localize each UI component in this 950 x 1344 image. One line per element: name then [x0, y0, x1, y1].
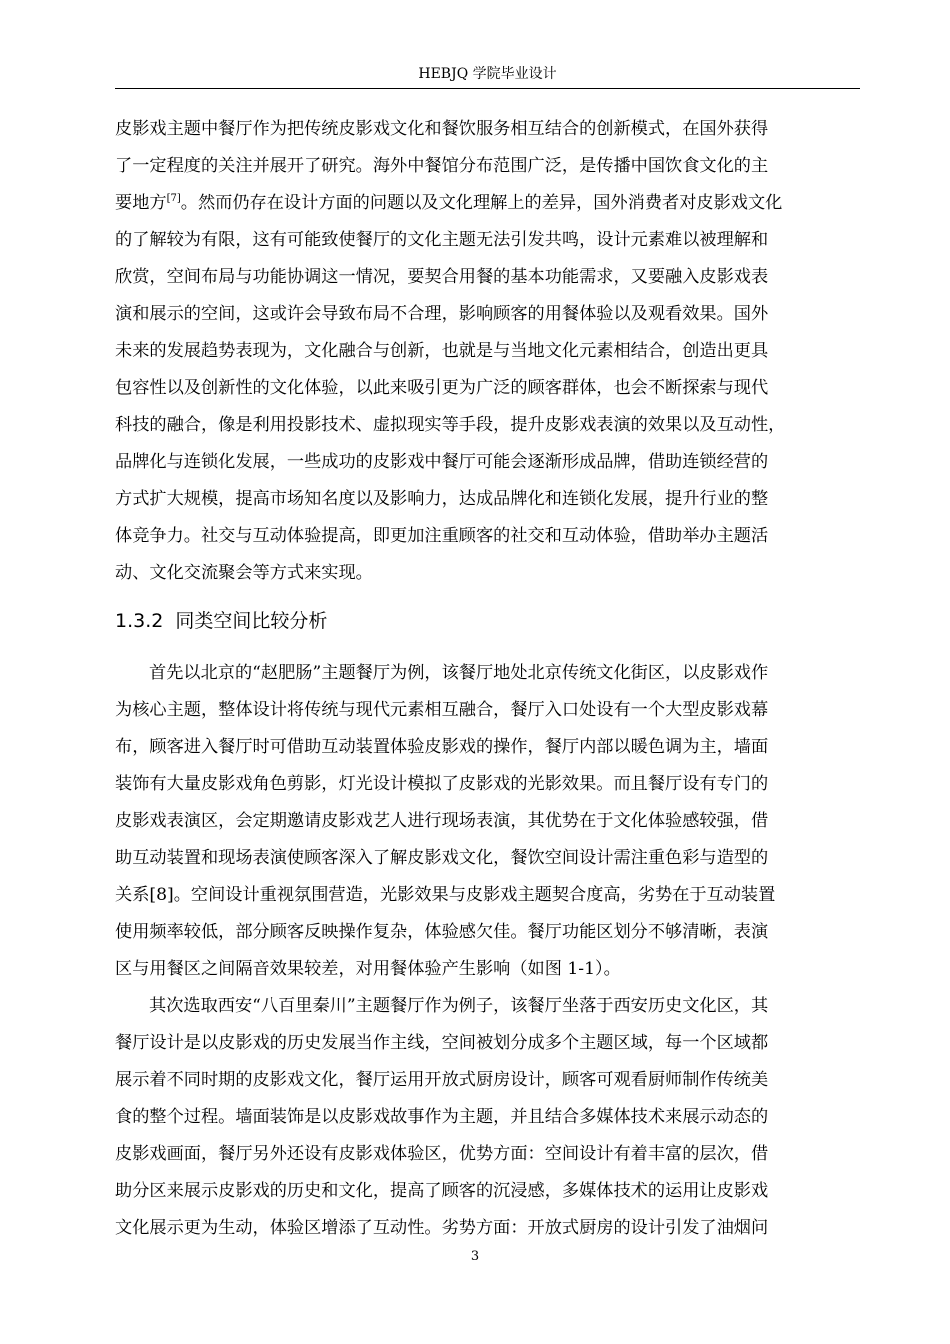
text-line: 动、文化交流聚会等方式来实现。 — [115, 563, 373, 583]
text-line: 使用频率较低，部分顾客反映操作复杂，体验感欠佳。餐厅功能区划分不够清晰，表演 — [115, 922, 769, 942]
page-header — [115, 64, 860, 89]
text-line — [115, 185, 782, 222]
text-line: 科技的融合，像是利用投影技术、虚拟现实等手段，提升皮影戏表演的效果以及互动性， — [115, 415, 786, 435]
text-line: 未来的发展趋势表现为，文化融合与创新，也就是与当地文化元素相结合，创造出更具 — [115, 341, 769, 361]
text-line: 方式扩大规模，提高市场知名度以及影响力，达成品牌化和连锁化发展，提升行业的整 — [115, 489, 769, 509]
text-segment: 要地方 — [115, 193, 167, 213]
citation: [7] — [166, 193, 181, 204]
text-line: 装饰有大量皮影戏角色剪影，灯光设计模拟了皮影戏的光影效果。而且餐厅设有专门的 — [115, 774, 769, 794]
page-number: 3 — [470, 1249, 480, 1264]
text-line: 皮影戏画面，餐厅另外还设有皮影戏体验区，优势方面：空间设计有着丰富的层次，借 — [115, 1144, 769, 1164]
text-line: 皮影戏表演区，会定期邀请皮影戏艺人进行现场表演，其优势在于文化体验感较强，借 — [115, 811, 769, 831]
section-heading — [115, 606, 327, 636]
text-segment: 。然而仍存在设计方面的问题以及文化理解上的差异，国外消费者对皮影戏文化 — [180, 193, 783, 213]
text-line: 皮影戏主题中餐厅作为把传统皮影戏文化和餐饮服务相互结合的创新模式，在国外获得 — [115, 119, 769, 139]
text-line: 了一定程度的关注并展开了研究。海外中餐馆分布范围广泛，是传播中国饮食文化的主 — [115, 156, 769, 176]
text-line: 欣赏，空间布局与功能协调这一情况，要契合用餐的基本功能需求，又要融入皮影戏表 — [115, 267, 769, 287]
text-line: 助分区来展示皮影戏的历史和文化，提高了顾客的沉浸感，多媒体技术的运用让皮影戏 — [115, 1181, 769, 1201]
text-line: 布，顾客进入餐厅时可借助互动装置体验皮影戏的操作，餐厅内部以暖色调为主，墙面 — [115, 737, 769, 757]
text-line: 为核心主题，整体设计将传统与现代元素相互融合，餐厅入口处设有一个大型皮影戏幕 — [115, 700, 769, 720]
text-line: 文化展示更为生动，体验区增添了互动性。劣势方面：开放式厨房的设计引发了油烟问 — [115, 1218, 769, 1238]
text-line: 首先以北京的“赵肥肠”主题餐厅为例，该餐厅地处北京传统文化街区，以皮影戏作 — [149, 663, 769, 683]
text-line: 助互动装置和现场表演使顾客深入了解皮影戏文化，餐饮空间设计需注重色彩与造型的 — [115, 848, 769, 868]
text-line: 体竞争力。社交与互动体验提高，即更加注重顾客的社交和互动体验，借助举办主题活 — [115, 526, 769, 546]
text-line: 其次选取西安“八百里秦川”主题餐厅作为例子，该餐厅坐落于西安历史文化区，其 — [149, 996, 769, 1016]
text-line: 演和展示的空间，这或许会导致布局不合理，影响顾客的用餐体验以及观看效果。国外 — [115, 304, 769, 324]
section-number: 1.3.2 — [115, 610, 164, 632]
text-line: 品牌化与连锁化发展，一些成功的皮影戏中餐厅可能会逐渐形成品牌，借助连锁经营的 — [115, 452, 769, 472]
text-line: 餐厅设计是以皮影戏的历史发展当作主线，空间被划分成多个主题区域，每一个区域都 — [115, 1033, 769, 1053]
text-line: 食的整个过程。墙面装饰是以皮影戏故事作为主题，并且结合多媒体技术来展示动态的 — [115, 1107, 769, 1127]
text-line: 区与用餐区之间隔音效果较差，对用餐体验产生影响（如图 1-1）。 — [115, 959, 621, 979]
text-line: 关系[8]。空间设计重视氛围营造，光影效果与皮影戏主题契合度高，劣势在于互动装置 — [115, 885, 776, 905]
text-line: 的了解较为有限，这有可能致使餐厅的文化主题无法引发共鸣，设计元素难以被理解和 — [115, 230, 769, 250]
text-line: 包容性以及创新性的文化体验，以此来吸引更为广泛的顾客群体，也会不断探索与现代 — [115, 378, 769, 398]
text-line: 展示着不同时期的皮影戏文化，餐厅运用开放式厨房设计，顾客可观看厨师制作传统美 — [115, 1070, 769, 1090]
section-title: 同类空间比较分析 — [175, 610, 328, 632]
header-title: HEBJQ 学院毕业设计 — [418, 66, 557, 82]
